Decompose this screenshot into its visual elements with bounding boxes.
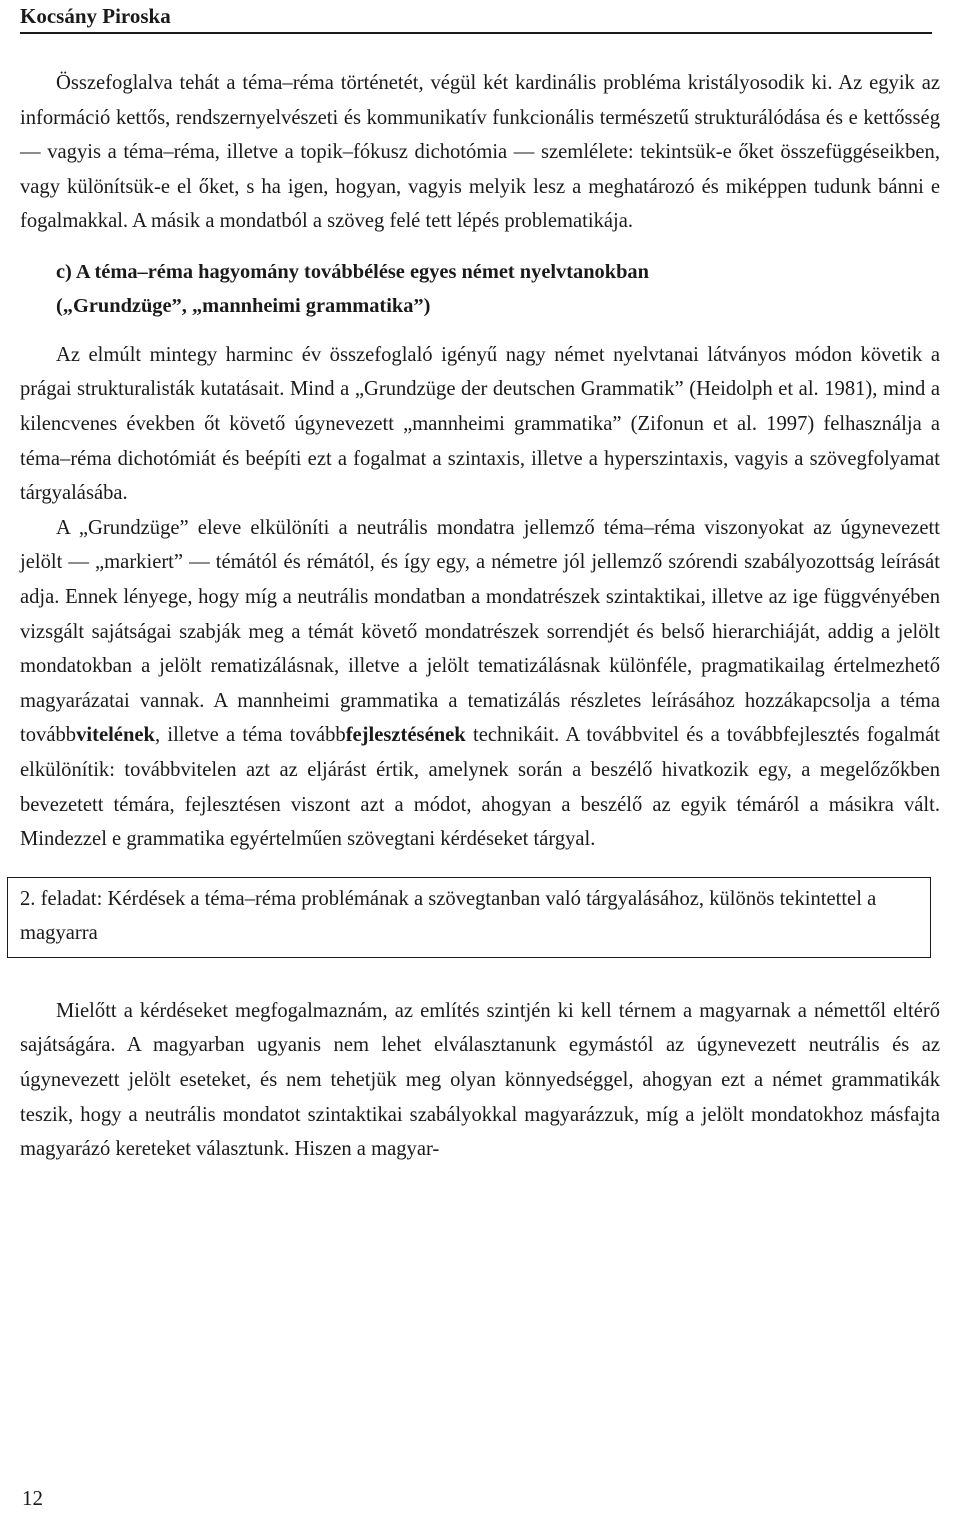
task-box [7,877,931,958]
section-c-body [20,338,940,857]
page-body [20,66,940,1167]
section-2-body [20,994,940,1167]
section-c-heading-line1: c) A téma–réma hagyomány továbbélése egyes német nyelvtanokban [56,260,649,283]
paragraph-2-text-2: , illetve a téma tovább [155,724,346,747]
header-author: Kocsány Piroska [20,4,171,28]
task-text: 2. feladat: Kérdések a téma–réma problémának a szövegtanban való tárgyalásához, különös tekintettel a magyarra [20,887,877,945]
section-c-paragraph-2 [20,511,940,857]
section-c-heading [20,255,940,324]
section-c-paragraph-1: Az elmúlt mintegy harminc év összefoglaló igényű nagy német nyelvtanai látványos módon követik a prágai strukturalisták kutatásait. Mind a „Grundzüge der deutschen Grammatik” (Heidolph et al. 1981), mind a kilencvenes években őt követő úgynevezett „mannheimi grammatika” (Zifonun et al. 1997) felhasználja a téma–réma dichotómiát és beépíti ezt a fogalmat a szintaxis, illetve a hyperszintaxis, vagyis a szövegfolyamat tárgyalásába. [20,343,940,505]
paragraph-2-bold-1: vitelének [76,724,155,747]
section-2-paragraph: Mielőtt a kérdéseket megfogalmaznám, az említés szintjén ki kell térnem a magyarnak a némettől eltérő sajátságára. A magyarban ugyanis nem lehet elválasztanunk egymástól az úgynevezett neutrális és az úgynevezett jelölt eseteket, és nem tehetjük meg olyan könnyedséggel, ahogyan ezt a német grammatikák teszik, hogy a neutrális mondatot szintaktikai szabályokkal magyarázzuk, míg a jelölt mondatokhoz másfajta magyarázó kereteket választunk. Hiszen a magyar- [20,999,940,1161]
paragraph-2-text-1: A „Grundzüge” eleve elkülöníti a neutrális mondatra jellemző téma–réma viszonyokat az úgynevezett jelölt — „markiert” — témától és rémától, és így egy, a németre jól jellemző szórendi szabályozottság leírását adja. Ennek lényege, hogy míg a neutrális mondatban a mondatrészek szintaktikai, illetve az ige függvényében vizsgált sajátságai szabják meg a témát követő mondatrészek sorrendjét és belső hierarchiáját, addig a jelölt mondatokban a jelölt rematizálásnak, illetve a jelölt tematizálásnak különféle, pragmatikailag értelmezhető magyarázatai vannak. A mannheimi grammatika a tematizálás részletes leírásához hozzákapcsolja a téma tovább [20,516,940,747]
paragraph-2-bold-2: fejlesztésének [345,724,466,747]
running-header [20,2,932,34]
section-c-heading-line2: („Grundzüge”, „mannheimi grammatika”) [56,295,431,318]
intro-paragraph: Összefoglalva tehát a téma–réma történetét, végül két kardinális probléma kristályosodik ki. Az egyik az információ kettős, rendszernyelvészeti és kommunikatív funkcionális természetű strukturálódása és e kettősség — vagyis a téma–réma, illetve a topik–fókusz dichotómia — szemlélete: tekintsük-e őket összefüggéseikben, vagy különítsük-e el őket, s ha igen, hogyan, vagyis melyik lesz a meghatározó és miképpen tudunk bánni e fogalmakkal. A másik a mondatból a szöveg felé tett lépés problematikája. [20,72,940,233]
paragraph-2-text-3: technikáit. A továbbvitel és a továbbfejlesztés fogalmát elkülönítik: továbbvitelen azt az eljárást értik, amelynek során a beszélő hivatkozik egy, a megelőzőkben bevezetett témára, fejlesztésen viszont azt a módot, ahogyan a beszélő az egyik témáról a másikra vált. Mindezzel e grammatika egyértelműen szövegtani kérdéseket tárgyal. [20,724,941,851]
page-number: 12 [22,1486,43,1510]
